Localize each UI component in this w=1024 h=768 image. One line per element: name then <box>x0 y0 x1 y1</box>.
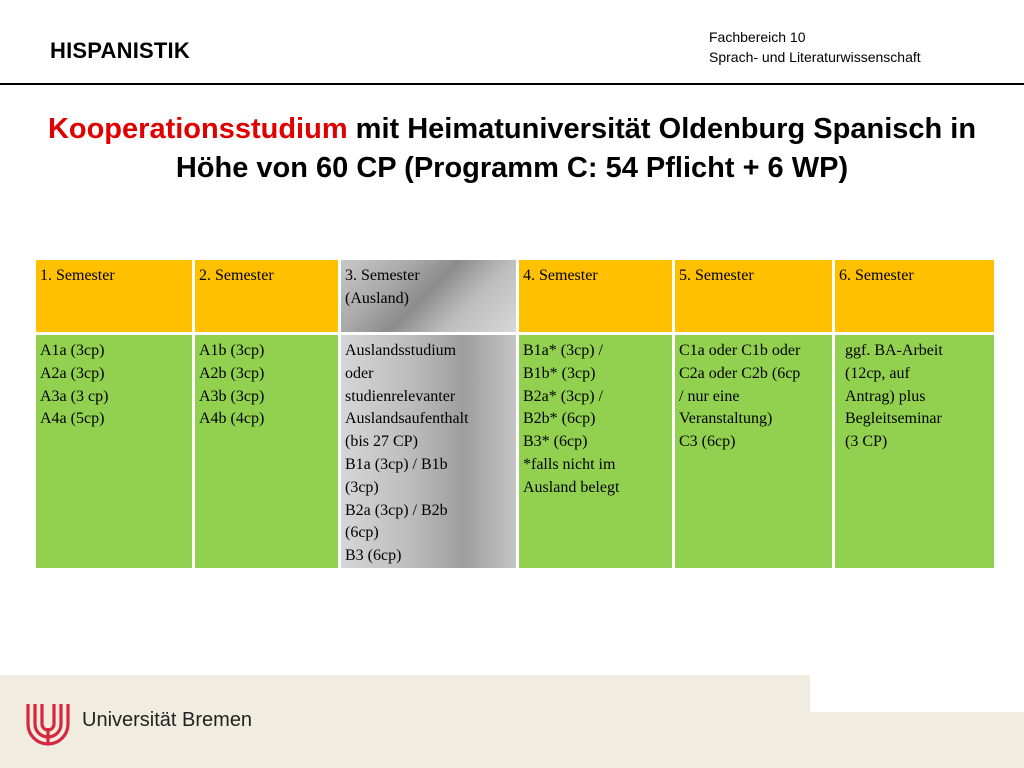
course-line: Ausland belegt <box>523 478 620 496</box>
course-line: oder <box>345 364 374 382</box>
course-cell-semester-2 <box>195 335 341 571</box>
course-line: Veranstaltung) <box>679 410 773 428</box>
course-line: A1a (3cp) <box>40 342 105 359</box>
university-name: Universität Bremen <box>82 709 253 731</box>
course-cell-semester-3 <box>341 335 519 571</box>
header-cell-line: 2. Semester <box>199 267 274 284</box>
header-cell-semester-2 <box>195 260 341 335</box>
department-label <box>709 27 1009 67</box>
course-line: B1a (3cp) / B1b <box>345 455 448 473</box>
section-title: HISPANISTIK <box>50 38 190 63</box>
table-row <box>36 335 994 571</box>
course-line: B3 (6cp) <box>345 547 402 565</box>
course-cell-semester-1 <box>36 335 195 571</box>
header-cell-line: 6. Semester <box>839 267 914 284</box>
slide-title <box>30 110 994 188</box>
course-line: A2b (3cp) <box>199 364 265 382</box>
course-line: B3* (6cp) <box>523 433 588 451</box>
course-line: / nur eine <box>679 387 740 405</box>
course-cell-semester-4 <box>519 335 675 571</box>
course-cell-semester-6 <box>835 335 994 571</box>
course-line: B2a* (3cp) / <box>523 387 603 405</box>
course-line: studienrelevanter <box>345 387 456 405</box>
header-cell-semester-3 <box>341 260 519 335</box>
course-line: A3b (3cp) <box>199 387 265 405</box>
course-line: B1a* (3cp) / <box>523 342 603 359</box>
header-cell-semester-4 <box>519 260 675 335</box>
course-line: C3 (6cp) <box>679 433 736 451</box>
course-line: A4b (4cp) <box>199 410 265 428</box>
course-line: Begleitseminar <box>845 410 942 428</box>
slide-title-accent: Kooperationsstudium <box>47 113 348 145</box>
department-number: Fachbereich 10 <box>709 29 806 45</box>
course-line: (12cp, auf <box>845 364 910 382</box>
header-cell-semester-5 <box>675 260 835 335</box>
header-cell-line: (Ausland) <box>345 289 409 307</box>
course-line: A2a (3cp) <box>40 364 105 382</box>
header-cell-line: 3. Semester <box>345 267 420 284</box>
course-line: B1b* (3cp) <box>523 364 596 382</box>
slide-title-rest: mit Heimatuniversität Oldenburg Spanisch in Höhe von 60 CP (Programm C: 54 Pflicht + 6 WP) <box>175 113 977 184</box>
header-cell-line: 1. Semester <box>40 267 115 284</box>
course-line: B2a (3cp) / B2b <box>345 501 448 519</box>
course-line: C1a oder C1b oder <box>679 342 801 359</box>
course-line: B2b* (6cp) <box>523 410 596 428</box>
footer-band-right <box>810 712 1024 768</box>
table-header-row <box>36 260 994 335</box>
course-line: A1b (3cp) <box>199 342 265 359</box>
course-cell-semester-5 <box>675 335 835 571</box>
course-line: A4a (5cp) <box>40 410 105 428</box>
course-line: (3 CP) <box>845 433 888 451</box>
header-cell-line: 5. Semester <box>679 267 754 284</box>
course-line: Auslandsstudium <box>345 342 457 359</box>
course-line: Antrag) plus <box>845 387 926 405</box>
header-divider <box>0 83 1024 85</box>
course-line: *falls nicht im <box>523 455 616 473</box>
course-line: (6cp) <box>345 524 379 542</box>
course-line: Auslandsaufenthalt <box>345 410 469 428</box>
course-line: (bis 27 CP) <box>345 433 418 451</box>
university-bremen-logo-icon <box>24 700 72 746</box>
course-line: C2a oder C2b (6cp <box>679 364 801 382</box>
department-name: Sprach- und Literaturwissenschaft <box>709 49 921 65</box>
header-cell-semester-1 <box>36 260 195 335</box>
course-line: (3cp) <box>345 478 379 496</box>
header-cell-semester-6 <box>835 260 994 335</box>
header-cell-line: 4. Semester <box>523 267 598 284</box>
course-line: A3a (3 cp) <box>40 387 109 405</box>
semester-plan-table <box>36 260 994 571</box>
course-line: ggf. BA-Arbeit <box>845 342 943 359</box>
